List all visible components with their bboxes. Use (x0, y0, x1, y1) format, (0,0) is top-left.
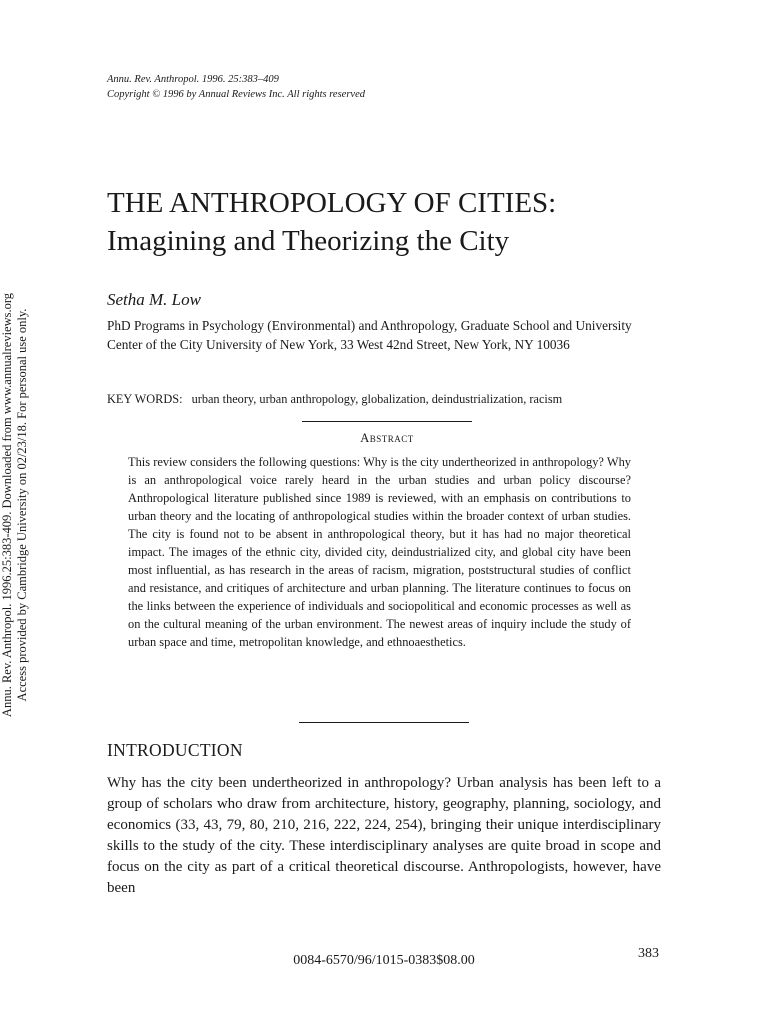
author-affiliation: PhD Programs in Psychology (Environmental) and Anthropology, Graduate School and University Center of the City University of New York, 33 West 42nd Street, New York, NY 10036 (107, 318, 632, 352)
title-line-2: Imagining and Theorizing the City (107, 225, 510, 257)
abstract-top-rule (302, 421, 472, 422)
abstract-bottom-rule (299, 722, 469, 723)
article-title (107, 184, 707, 260)
title-line-1: THE ANTHROPOLOGY OF CITIES: (107, 187, 557, 219)
download-notice-line2: Access provided by Cambridge University on 02/23/18. For personal use only. (15, 308, 29, 702)
section-heading-introduction: INTRODUCTION (107, 740, 243, 760)
keywords-list: urban theory, urban anthropology, globalization, deindustrialization, racism (191, 392, 563, 406)
page-number: 383 (638, 946, 659, 961)
abstract-text: This review considers the following questions: Why is the city undertheorized in anthropology? Why is an anthropological voice rarely heard in the urban studies and urban policy discourse? Anthropological literature published since 1989 is reviewed, with an emphasis on contributions to urban theory and the locating of anthropological studies within the broader context of urban studies. The city is found not to be absent in anthropological theory, but it has had no major theoretical impact. The images of the ethnic city, divided city, deindustrialized city, and global city have been most influential, as has research in the areas of racism, migration, poststructural studies of conflict and resistance, and critiques of architecture and urban planning. The literature continues to focus on the links between the experience of individuals and sociopolitical and economic processes as well as on the cultural meaning of the urban environment. The newest areas of inquiry include the study of urban space and time, metropolitan knowledge, and ethnoaesthetics. (128, 455, 631, 649)
journal-citation: Annu. Rev. Anthropol. 1996. 25:383–409 (107, 74, 279, 85)
price-code: 0084-6570/96/1015-0383$08.00 (293, 953, 475, 968)
keywords-label: KEY WORDS: (107, 392, 183, 406)
author-name: Setha M. Low (107, 290, 201, 309)
journal-header (107, 72, 365, 102)
abstract-heading: Abstract (360, 431, 414, 445)
introduction-paragraph: Why has the city been undertheorized in anthropology? Urban analysis has been left to a group of scholars who draw from architecture, history, geography, planning, sociology, and economics (33, 43, 79, 80, 210, 216, 222, 224, 254), bringing their unique interdisciplinary skills to the study of the city. These interdisciplinary analyses are quite broad in scope and focus on the city as part of a critical theoretical discourse. Anthropologists, however, have been (107, 775, 661, 896)
download-notice-line1: Annu. Rev. Anthropol. 1996.25:383-409. Downloaded from www.annualreviews.org (0, 292, 14, 718)
keywords (107, 392, 562, 407)
copyright-notice: Copyright © 1996 by Annual Reviews Inc. All rights reserved (107, 89, 365, 100)
